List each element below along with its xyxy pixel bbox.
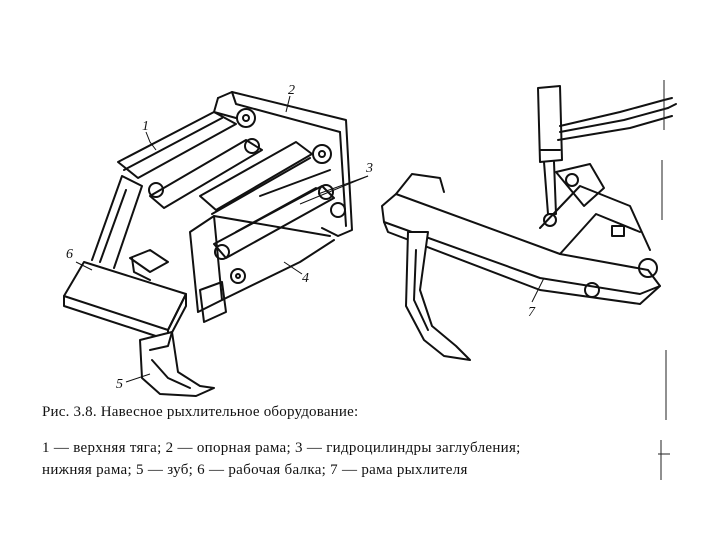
- label-4: 4: [302, 271, 309, 286]
- caption-legend-line-2: нижняя рама; 5 — зуб; 6 — рабочая балка; 7 — рама рыхлителя: [42, 462, 468, 478]
- label-3: 3: [366, 161, 373, 176]
- scan-edge-marks: [658, 70, 670, 490]
- support-frame: [214, 92, 352, 236]
- figure-caption-title: Рис. 3.8. Навесное рыхлительное оборудование:: [42, 404, 359, 420]
- label-1: 1: [142, 119, 149, 134]
- label-5: 5: [116, 377, 123, 392]
- label-2: 2: [288, 83, 295, 98]
- lower-frame: [190, 216, 334, 322]
- label-7: 7: [528, 305, 535, 320]
- label-6: 6: [66, 247, 73, 262]
- hydraulic-cylinder-right: [538, 86, 604, 226]
- ripper-tooth: [140, 332, 214, 396]
- caption-legend-line-1: 1 — верхняя тяга; 2 — опорная рама; 3 — гидроцилиндры заглубления;: [42, 440, 521, 456]
- working-beam: [64, 262, 186, 340]
